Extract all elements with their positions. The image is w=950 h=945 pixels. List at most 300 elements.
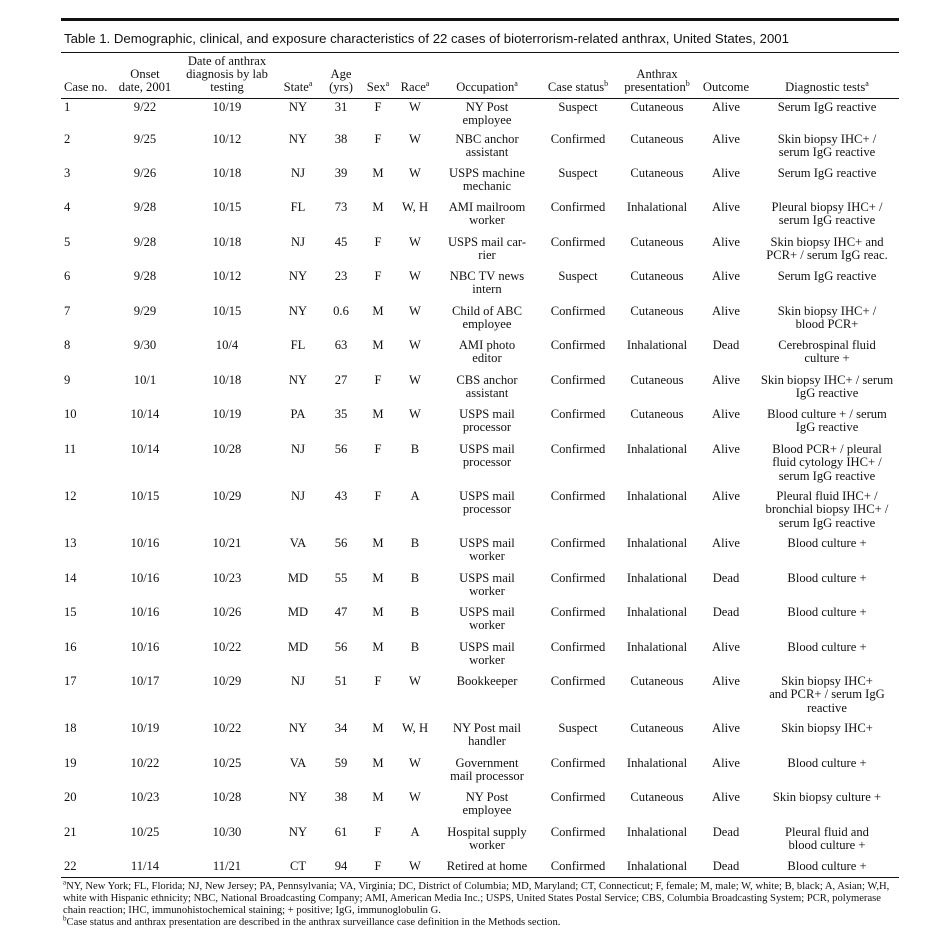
table-cell: 22	[64, 859, 77, 874]
table-cell: F	[374, 373, 382, 388]
table-cell: 10/14	[130, 442, 160, 457]
table-cell: B	[410, 605, 420, 620]
table-cell: Dead	[712, 605, 740, 620]
table-cell: Cutaneous	[630, 269, 684, 284]
table-cell: USPS mail car- rier	[447, 235, 527, 263]
table-cell: Inhalational	[626, 640, 688, 655]
table-cell: M	[372, 605, 384, 620]
table-cell: Alive	[712, 132, 740, 147]
table-cell: 21	[64, 825, 77, 840]
table-cell: A	[410, 489, 420, 504]
table-cell: 9/28	[133, 235, 157, 250]
table-cell: 43	[334, 489, 348, 504]
table-cell: Skin biopsy IHC+ and PCR+ / serum IgG reactive	[769, 674, 885, 715]
table-cell: 9/26	[133, 166, 157, 181]
table-cell: F	[374, 674, 382, 689]
table-row	[61, 490, 899, 537]
table-row	[61, 757, 899, 791]
table-cell: 55	[334, 571, 348, 586]
table-cell: CT	[289, 859, 307, 874]
table-cell: Cutaneous	[630, 373, 684, 388]
table-cell: 45	[334, 235, 348, 250]
table-cell: Blood culture +	[787, 571, 867, 586]
header-row	[61, 53, 899, 98]
footnote-marker: b	[604, 79, 609, 89]
table-cell: M	[372, 640, 384, 655]
table-cell: 38	[334, 132, 348, 147]
table-cell: FL	[290, 200, 306, 215]
table-cell: 10/16	[130, 640, 160, 655]
table-cell: 10/18	[212, 235, 242, 250]
table-cell: Alive	[712, 269, 740, 284]
table-cell: W	[409, 338, 421, 353]
table-cell: W	[409, 304, 421, 319]
table-cell: M	[372, 200, 384, 215]
table-cell: 10/21	[212, 536, 242, 551]
table-row	[61, 236, 899, 270]
table-cell: M	[372, 571, 384, 586]
table-cell: Confirmed	[550, 132, 606, 147]
table-cell: 9/25	[133, 132, 157, 147]
table-cell: Confirmed	[550, 407, 606, 422]
footnote-marker: a	[514, 79, 518, 89]
footnote: $^a$NY, New York; FL, Florida; NJ, New Jersey; PA, Pennsylvania; VA, Virginia; DC, District of Columbia; MD, Maryland; CT, Connecticut; F, female; M, male; W, white; B, black; A, Asian; W,H, white with Hispanic ethnicity; NBC, National Broadcasting Company; AMI, American Media Inc.; USPS, United States Postal Service; CBS, Columbia Broadcasting System; PCR, polymerase chain reaction; IHC, immunohistochemical staining; + positive; IgG, immunoglobulin G.	[63, 878, 890, 917]
table-cell: W	[409, 407, 421, 422]
table-cell: Suspect	[558, 721, 598, 736]
footnotes	[61, 878, 899, 929]
table-cell: USPS machine mechanic	[449, 166, 525, 194]
table-cell: Cutaneous	[630, 235, 684, 250]
table-cell: 9/28	[133, 200, 157, 215]
table-cell: Confirmed	[550, 605, 606, 620]
table-cell: M	[372, 790, 384, 805]
table-cell: 10/1	[133, 373, 157, 388]
table-cell: 10/14	[130, 407, 160, 422]
table-cell: PA	[290, 407, 306, 422]
table-cell: MD	[287, 640, 309, 655]
table-row	[61, 443, 899, 490]
table-cell: 6	[64, 269, 71, 284]
table-cell: Inhalational	[626, 442, 688, 457]
table-cell: 9	[64, 373, 71, 388]
table-cell: Confirmed	[550, 373, 606, 388]
table-cell: W	[409, 790, 421, 805]
table-cell: Serum IgG reactive	[777, 269, 877, 284]
table-cell: M	[372, 304, 384, 319]
table-cell: Suspect	[558, 269, 598, 284]
table-cell: NJ	[291, 674, 305, 689]
table-cell: 10/16	[130, 571, 160, 586]
table-cell: Confirmed	[550, 640, 606, 655]
footnote-marker: a	[385, 79, 390, 89]
table-cell: MD	[287, 571, 309, 586]
table-row	[61, 98, 899, 133]
table-cell: 9/28	[133, 269, 157, 284]
table-cell: W	[409, 99, 421, 114]
column-header: Date of anthrax diagnosis by lab testing	[179, 53, 275, 98]
table-cell: 10/15	[212, 304, 242, 319]
table-cell: Hospital supply worker	[447, 825, 527, 853]
table-cell: 10/18	[212, 166, 242, 181]
table-cell: Inhalational	[626, 605, 688, 620]
table-cell: M	[372, 166, 384, 181]
column-header: State$^a$	[275, 53, 321, 98]
table-cell: 10/16	[130, 536, 160, 551]
table-cell: Cutaneous	[630, 132, 684, 147]
table-cell: 18	[64, 721, 77, 736]
table-cell: 9/30	[133, 338, 157, 353]
table-cell: USPS mail worker	[459, 571, 515, 599]
table-cell: 2	[64, 132, 71, 147]
table-row	[61, 572, 899, 606]
table-cell: Skin biopsy IHC+ / serum IgG reactive	[760, 373, 894, 401]
table-cell: 10/23	[130, 790, 160, 805]
table-cell: Alive	[712, 407, 740, 422]
column-header: Occupation$^a$	[435, 53, 539, 98]
table-cell: Inhalational	[626, 825, 688, 840]
table-cell: Inhalational	[626, 756, 688, 771]
table-cell: 59	[334, 756, 348, 771]
table-cell: Child of ABC employee	[452, 304, 522, 332]
table-cell: Blood culture +	[787, 859, 867, 874]
table-cell: 17	[64, 674, 77, 689]
table-cell: Alive	[712, 536, 740, 551]
table-cell: Confirmed	[550, 304, 606, 319]
table-cell: Bookkeeper	[456, 674, 518, 689]
table-cell: NY	[288, 304, 308, 319]
table-cell: VA	[289, 756, 307, 771]
table-cell: NY Post employee	[462, 99, 512, 127]
table-cell: W	[409, 269, 421, 284]
table-cell: Alive	[712, 721, 740, 736]
table-cell: 61	[334, 825, 348, 840]
footnote: $^b$Case status and anthrax presentation are described in the anthrax surveillance case definition in the Methods section.	[63, 914, 561, 929]
table-cell: Inhalational	[626, 536, 688, 551]
table-cell: W	[409, 859, 421, 874]
column-header: Sex$^a$	[361, 53, 395, 98]
table-row	[61, 408, 899, 443]
table-cell: W	[409, 235, 421, 250]
table-cell: 94	[334, 859, 348, 874]
table-cell: 63	[334, 338, 348, 353]
table-cell: Cutaneous	[630, 99, 684, 114]
table-cell: NJ	[291, 489, 305, 504]
table-cell: 10/15	[212, 200, 242, 215]
table-cell: 23	[334, 269, 348, 284]
anthrax-cases-table	[61, 53, 899, 877]
table-cell: 11/21	[212, 859, 242, 874]
table-cell: Serum IgG reactive	[777, 99, 877, 114]
table-cell: Suspect	[558, 166, 598, 181]
table-cell: Blood culture + / serum IgG reactive	[767, 407, 887, 435]
table-cell: Alive	[712, 640, 740, 655]
table-cell: Alive	[712, 442, 740, 457]
table-cell: Alive	[712, 99, 740, 114]
table-cell: 47	[334, 605, 348, 620]
table-cell: Cerebrospinal fluid culture +	[778, 338, 876, 366]
table-cell: 10/25	[212, 756, 242, 771]
table-row	[61, 722, 899, 757]
table-cell: 16	[64, 640, 77, 655]
table-cell: VA	[289, 536, 307, 551]
table-cell: B	[410, 571, 420, 586]
table-cell: Confirmed	[550, 674, 606, 689]
table-cell: F	[374, 99, 382, 114]
table-cell: Suspect	[558, 99, 598, 114]
table-cell: F	[374, 859, 382, 874]
table-cell: NY	[288, 790, 308, 805]
table-cell: F	[374, 132, 382, 147]
table-row	[61, 826, 899, 860]
table-cell: 7	[64, 304, 71, 319]
table-cell: NY	[288, 269, 308, 284]
table-cell: Confirmed	[550, 756, 606, 771]
table-cell: 10/23	[212, 571, 242, 586]
column-header: Anthrax presentation$^b$	[617, 53, 697, 98]
table-cell: W	[409, 756, 421, 771]
table-cell: 5	[64, 235, 71, 250]
table-cell: CBS anchor assistant	[456, 373, 518, 401]
footnote-marker: a	[865, 79, 869, 89]
table-cell: FL	[290, 338, 306, 353]
table-cell: M	[372, 407, 384, 422]
table-cell: Confirmed	[550, 442, 606, 457]
column-header: Race$^a$	[395, 53, 435, 98]
table-cell: Serum IgG reactive	[777, 166, 877, 181]
table-cell: Alive	[712, 235, 740, 250]
table-cell: NBC TV news intern	[449, 269, 525, 297]
table-cell: 31	[334, 99, 348, 114]
table-cell: 10/29	[212, 489, 242, 504]
table-cell: Pleural fluid IHC+ / bronchial biopsy IHC+ / serum IgG reactive	[765, 489, 889, 530]
column-header: Case no.	[61, 53, 111, 98]
table-row	[61, 675, 899, 722]
column-header: Age (yrs)	[321, 53, 361, 98]
table-cell: 56	[334, 536, 348, 551]
table-cell: Skin biopsy IHC+	[781, 721, 873, 736]
column-header: Diagnostic tests$^a$	[755, 53, 899, 98]
table-cell: NJ	[291, 442, 305, 457]
table-cell: Government mail processor	[450, 756, 524, 784]
table-row	[61, 791, 899, 826]
table-cell: Inhalational	[626, 571, 688, 586]
table-cell: Confirmed	[550, 235, 606, 250]
table-cell: 56	[334, 442, 348, 457]
table-cell: USPS mail worker	[459, 640, 515, 668]
table-cell: 12	[64, 489, 77, 504]
table-cell: NY Post mail handler	[452, 721, 522, 749]
table-cell: Confirmed	[550, 489, 606, 504]
table-cell: 56	[334, 640, 348, 655]
table-cell: 1	[64, 99, 71, 114]
table-cell: F	[374, 825, 382, 840]
table-cell: USPS mail processor	[459, 489, 515, 517]
table-cell: 19	[64, 756, 77, 771]
table-cell: 34	[334, 721, 348, 736]
table-cell: Inhalational	[626, 859, 688, 874]
table-cell: Alive	[712, 756, 740, 771]
table-cell: 4	[64, 200, 71, 215]
table-cell: 73	[334, 200, 348, 215]
column-header: Outcome	[697, 53, 755, 98]
table-cell: W	[409, 166, 421, 181]
table-cell: 10/25	[130, 825, 160, 840]
table-cell: 10/28	[212, 442, 242, 457]
table-cell: Skin biopsy IHC+ / blood PCR+	[777, 304, 877, 332]
table-cell: Alive	[712, 304, 740, 319]
table-cell: M	[372, 721, 384, 736]
footnote-marker: a	[308, 79, 313, 89]
table-cell: 10/17	[130, 674, 160, 689]
table-cell: Inhalational	[626, 338, 688, 353]
table-row	[61, 305, 899, 339]
table-cell: M	[372, 756, 384, 771]
table-cell: Confirmed	[550, 536, 606, 551]
table-cell: Confirmed	[550, 571, 606, 586]
table-cell: 51	[334, 674, 348, 689]
table-cell: NY	[288, 721, 308, 736]
table-cell: 10/26	[212, 605, 242, 620]
table-cell: 10/19	[212, 407, 242, 422]
table-row	[61, 339, 899, 374]
table-cell: W, H	[401, 721, 429, 736]
table-cell: Pleural biopsy IHC+ / serum IgG reactive	[771, 200, 883, 228]
table-cell: Skin biopsy IHC+ / serum IgG reactive	[777, 132, 877, 160]
table-cell: Inhalational	[626, 200, 688, 215]
table-cell: Cutaneous	[630, 674, 684, 689]
table-cell: Dead	[712, 571, 740, 586]
table-cell: 38	[334, 790, 348, 805]
table-cell: Confirmed	[550, 338, 606, 353]
table-row	[61, 270, 899, 305]
table-cell: Retired at home	[446, 859, 528, 874]
table-cell: 10/18	[212, 373, 242, 388]
table-cell: Blood culture +	[787, 640, 867, 655]
table-cell: F	[374, 235, 382, 250]
table-cell: F	[374, 269, 382, 284]
table-cell: 9/29	[133, 304, 157, 319]
column-header: Onset date, 2001	[111, 53, 179, 98]
table-cell: M	[372, 536, 384, 551]
table-cell: 9/22	[133, 99, 157, 114]
table-cell: NY	[288, 373, 308, 388]
table-row	[61, 167, 899, 201]
table-cell: 10/12	[212, 269, 242, 284]
table-cell: W, H	[401, 200, 429, 215]
table-cell: Blood culture +	[787, 605, 867, 620]
table-cell: Alive	[712, 200, 740, 215]
table-cell: 10/22	[212, 721, 242, 736]
table-cell: Cutaneous	[630, 721, 684, 736]
table-cell: 11/14	[130, 859, 160, 874]
table-row	[61, 860, 899, 877]
table-cell: Dead	[712, 338, 740, 353]
table-row	[61, 641, 899, 675]
table-cell: MD	[287, 605, 309, 620]
table-cell: 39	[334, 166, 348, 181]
table-cell: A	[410, 825, 420, 840]
table-cell: Blood culture +	[787, 536, 867, 551]
table-cell: Skin biopsy culture +	[772, 790, 882, 805]
table-cell: NY	[288, 132, 308, 147]
table-cell: USPS mail processor	[459, 407, 515, 435]
table-cell: NJ	[291, 235, 305, 250]
table-cell: Dead	[712, 825, 740, 840]
footnote-marker: b	[685, 79, 690, 89]
table-cell: 35	[334, 407, 348, 422]
table-cell: 10/12	[212, 132, 242, 147]
table-row	[61, 133, 899, 167]
table-cell: Pleural fluid and blood culture +	[785, 825, 869, 853]
table-cell: 8	[64, 338, 71, 353]
table-cell: 11	[64, 442, 77, 457]
table-caption: Table 1. Demographic, clinical, and exposure characteristics of 22 cases of bioterrorism-related anthrax, United States, 2001	[64, 31, 789, 46]
table-cell: 10	[64, 407, 77, 422]
table-cell: Cutaneous	[630, 407, 684, 422]
table-cell: 10/30	[212, 825, 242, 840]
table-cell: 10/15	[130, 489, 160, 504]
table-cell: 13	[64, 536, 77, 551]
table-cell: AMI photo editor	[458, 338, 516, 366]
table-cell: 10/22	[212, 640, 242, 655]
table-cell: Alive	[712, 373, 740, 388]
table-cell: 0.6	[333, 304, 349, 319]
table-cell: F	[374, 489, 382, 504]
table-cell: Cutaneous	[630, 304, 684, 319]
table-cell: 3	[64, 166, 71, 181]
table-cell: Blood PCR+ / pleural fluid cytology IHC+ / serum IgG reactive	[772, 442, 882, 483]
table-cell: NJ	[291, 166, 305, 181]
table-row	[61, 606, 899, 641]
table-row	[61, 537, 899, 572]
table-cell: Alive	[712, 489, 740, 504]
table-cell: 10/22	[130, 756, 160, 771]
table-container	[61, 18, 899, 929]
table-cell: 15	[64, 605, 77, 620]
table-cell: NY Post employee	[462, 790, 512, 818]
table-cell: 20	[64, 790, 77, 805]
table-cell: Dead	[712, 859, 740, 874]
table-cell: W	[409, 674, 421, 689]
table-cell: USPS mail worker	[459, 536, 515, 564]
table-cell: NY	[288, 825, 308, 840]
table-cell: B	[410, 536, 420, 551]
table-cell: B	[410, 640, 420, 655]
table-cell: 27	[334, 373, 348, 388]
table-cell: 10/28	[212, 790, 242, 805]
table-cell: Alive	[712, 674, 740, 689]
table-cell: NY	[288, 99, 308, 114]
table-row	[61, 201, 899, 236]
table-cell: M	[372, 338, 384, 353]
table-cell: Confirmed	[550, 200, 606, 215]
table-cell: W	[409, 132, 421, 147]
table-cell: AMI mailroom worker	[448, 200, 526, 228]
table-cell: USPS mail processor	[459, 442, 515, 470]
table-cell: F	[374, 442, 382, 457]
table-cell: Confirmed	[550, 825, 606, 840]
table-cell: Confirmed	[550, 790, 606, 805]
table-cell: 10/19	[212, 99, 242, 114]
table-cell: Skin biopsy IHC+ and PCR+ / serum IgG reac.	[766, 235, 888, 263]
table-cell: 10/19	[130, 721, 160, 736]
table-cell: B	[410, 442, 420, 457]
table-cell: NBC anchor assistant	[455, 132, 519, 160]
table-cell: Cutaneous	[630, 790, 684, 805]
table-cell: Cutaneous	[630, 166, 684, 181]
table-cell: 10/16	[130, 605, 160, 620]
table-cell: USPS mail worker	[459, 605, 515, 633]
